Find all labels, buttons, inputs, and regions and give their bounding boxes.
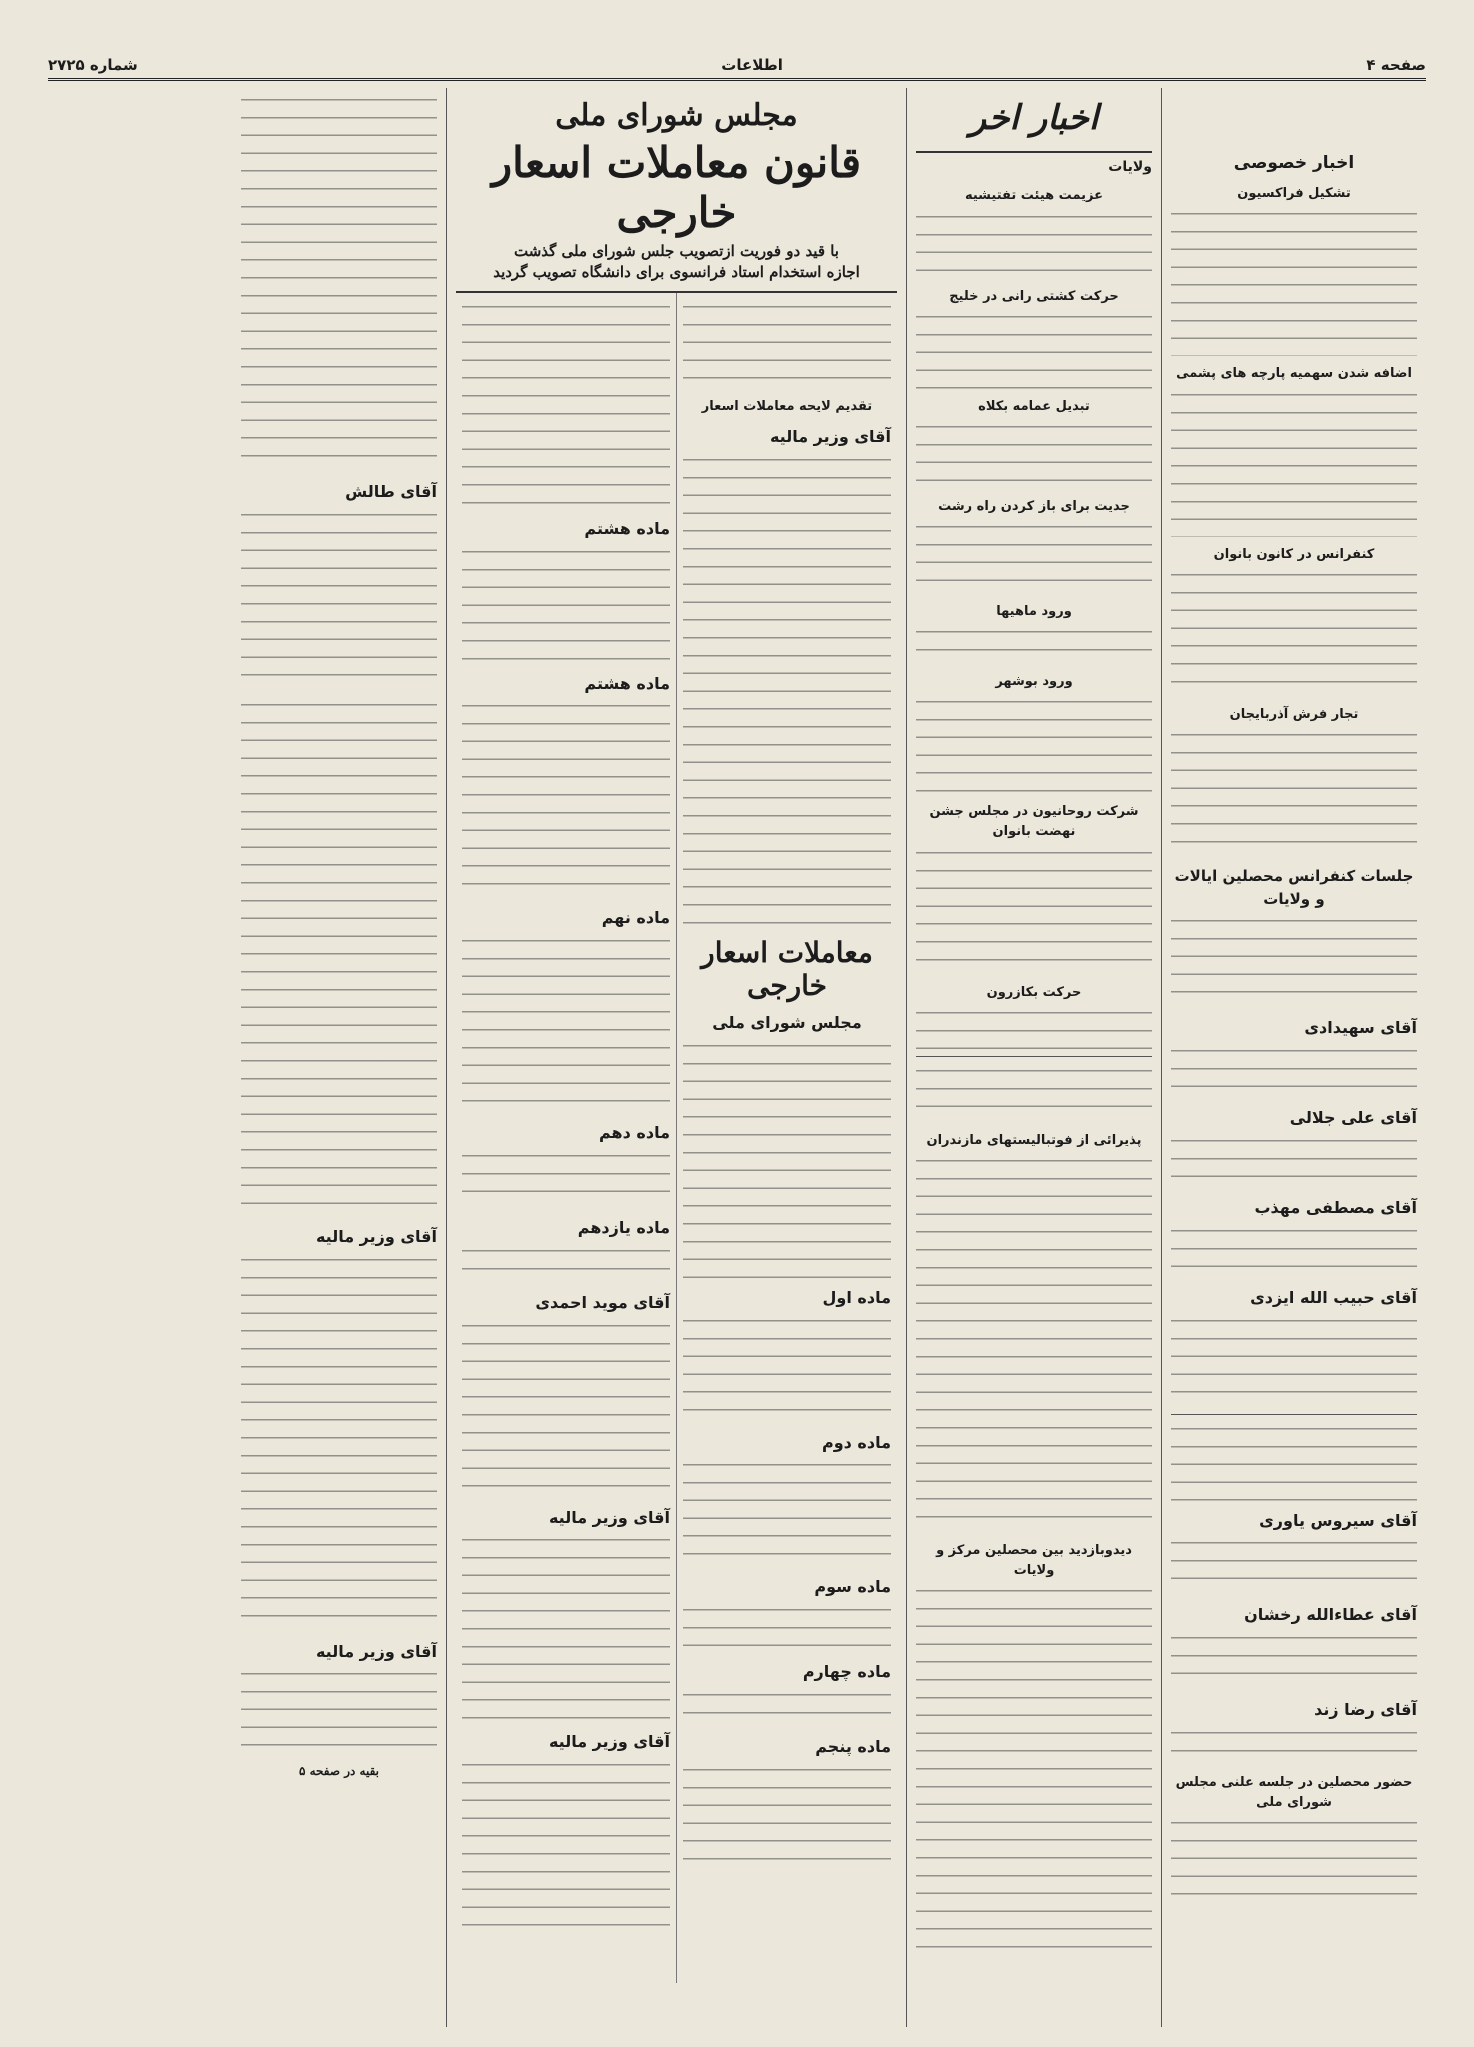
article-text xyxy=(462,933,670,1113)
article-text xyxy=(462,1532,670,1722)
main-story xyxy=(446,88,906,2027)
article-heading: ماده هشتم xyxy=(584,673,670,693)
article-text xyxy=(1171,1313,1417,1408)
article-text xyxy=(683,1038,891,1278)
article-text xyxy=(916,1583,1152,1963)
article-text xyxy=(1171,1043,1417,1098)
special-news-heading: اخبار خصوصی xyxy=(1233,153,1355,173)
news-heading: ورود بوشهر xyxy=(995,674,1073,690)
article-text xyxy=(1171,1133,1417,1188)
article-text xyxy=(1171,1421,1417,1501)
news-heading: دیدوبازدید بین محصلین مرکز و ولایات xyxy=(936,1542,1132,1578)
article-text xyxy=(1171,1725,1417,1765)
article-text xyxy=(683,1602,891,1652)
main-subline: اجازه استخدام استاد فرانسوی برای دانشگاه تصویب گردید xyxy=(493,262,860,281)
news-heading: آقای سیروس یاوری xyxy=(1259,1510,1417,1530)
continuation-note: بقیه در صفحه ۵ xyxy=(298,1764,380,1779)
news-heading: شرکت روحانیون در مجلس جشن نهضت بانوان xyxy=(929,804,1139,840)
law-subtitle: مجلس شورای ملی xyxy=(712,1012,862,1032)
article-text xyxy=(683,1313,891,1423)
article-heading: ماده پنجم xyxy=(815,1736,891,1756)
article-text xyxy=(1171,1223,1417,1278)
news-heading: آقای حبیب الله ایزدی xyxy=(1250,1287,1417,1307)
article-text xyxy=(462,1757,670,1937)
page-number: صفحه ۴ xyxy=(1366,56,1426,74)
divider xyxy=(1171,1414,1417,1415)
article-text xyxy=(916,845,1152,975)
main-body xyxy=(456,293,897,1983)
main-subline: با قید دو فوریت ازتصویب جلس شورای ملی گذشت xyxy=(514,241,839,260)
article-text xyxy=(1171,1630,1417,1690)
columns xyxy=(48,88,1426,2027)
law-title: معاملات اسعار خارجی xyxy=(701,935,873,1003)
news-heading: آقای عطاءالله رخشان xyxy=(1244,1605,1417,1625)
main-subcolumn xyxy=(456,293,677,1983)
left-column xyxy=(232,88,446,2027)
article-heading: ماده هشتم xyxy=(584,518,670,538)
news-heading: کنفرانس در کانون بانوان xyxy=(1213,546,1375,562)
article-text xyxy=(241,92,437,472)
news-heading: جلسات کنفرانس محصلین ایالات و ولایات xyxy=(1174,866,1414,909)
article-text xyxy=(462,1148,670,1208)
article-text xyxy=(916,309,1152,389)
article-text xyxy=(462,698,670,898)
article-heading: ماده نهم xyxy=(601,908,670,928)
news-heading: آقای مصطفی مهذب xyxy=(1254,1198,1417,1217)
article-text xyxy=(683,1457,891,1567)
article-heading: ماده یازدهم xyxy=(577,1217,670,1237)
news-heading: ورود ماهیها xyxy=(996,603,1072,619)
article-heading: ماده دوم xyxy=(821,1432,891,1452)
speaker-heading: آقای طالش xyxy=(345,482,437,501)
news-logo: اخبار اخر xyxy=(916,88,1152,153)
provinces-heading: ولایات xyxy=(1108,158,1152,175)
article-text xyxy=(1171,206,1417,356)
article-text xyxy=(683,452,891,932)
article-text xyxy=(916,419,1152,489)
main-subcolumn xyxy=(677,293,897,1983)
news-heading: آقای رضا زند xyxy=(1314,1700,1417,1720)
article-text xyxy=(683,299,891,389)
article-text xyxy=(1171,913,1417,1008)
news-heading: تبدیل عمامه بکلاه xyxy=(978,398,1090,414)
news-heading: پذیرائی از فوتبالیستهای مازندران xyxy=(926,1132,1142,1148)
news-heading: جدیت برای باز کردن راه رشت xyxy=(938,498,1130,514)
news-heading: آقای سهیدادی xyxy=(1304,1018,1417,1038)
article-text xyxy=(683,1687,891,1727)
article-text xyxy=(916,209,1152,279)
article-text xyxy=(916,1063,1152,1123)
speaker-heading: آقای وزیر مالیه xyxy=(315,1226,437,1246)
issue-number: شماره ۲۷۲۵ xyxy=(48,56,138,74)
article-heading: ماده چهارم xyxy=(802,1662,891,1682)
article-text xyxy=(462,1318,670,1498)
article-text xyxy=(916,1005,1152,1050)
article-text xyxy=(462,299,670,509)
article-text xyxy=(462,1243,670,1283)
news-heading: اضافه شدن سهمیه پارچه های پشمی xyxy=(1176,366,1412,382)
article-text xyxy=(916,694,1152,794)
speaker-heading: آقای وزیر مالیه xyxy=(548,1732,670,1752)
article-text xyxy=(916,1153,1152,1533)
special-news-column xyxy=(1161,88,1426,2027)
article-text xyxy=(916,519,1152,594)
news-heading: حرکت بکازرون xyxy=(986,984,1082,1000)
news-heading: آقای علی جلالی xyxy=(1289,1108,1417,1128)
article-text xyxy=(1171,387,1417,537)
article-text xyxy=(1171,727,1417,857)
news-heading: تشکیل فراکسیون xyxy=(1237,186,1351,202)
main-headline-band xyxy=(456,88,897,293)
news-heading: عزیمت هیئت تفتیشیه xyxy=(964,188,1104,204)
article-text xyxy=(241,1666,437,1756)
article-text xyxy=(1171,1815,1417,1905)
article-heading: ماده سوم xyxy=(814,1577,891,1597)
main-headline: قانون معاملات اسعار خارجی xyxy=(491,138,862,238)
newspaper-name: اطلاعات xyxy=(721,56,783,74)
speaker-heading: آقای وزیر مالیه xyxy=(315,1641,437,1661)
article-text xyxy=(1171,567,1417,697)
divider xyxy=(916,1056,1152,1057)
article-text xyxy=(1171,1535,1417,1595)
article-heading: ماده دهم xyxy=(599,1123,670,1143)
news-heading: حضور محصلین در جلسه علنی مجلس شورای ملی xyxy=(1175,1774,1413,1811)
news-heading: تجار فرش آذربایجان xyxy=(1229,706,1359,722)
speaker-heading: آقای وزیر مالیه xyxy=(548,1507,670,1527)
main-title: مجلس شورای ملی xyxy=(555,98,798,133)
section-heading: تقدیم لایحه معاملات اسعار xyxy=(701,398,873,414)
speaker-heading: آقای وزیر مالیه xyxy=(769,426,891,446)
speaker-heading: آقای موید احمدی xyxy=(535,1292,670,1312)
article-text xyxy=(241,697,437,1217)
article-text xyxy=(462,544,670,664)
news-heading: حرکت کشتی رانی در خلیج xyxy=(949,288,1119,304)
provinces-column xyxy=(906,88,1161,2027)
article-text xyxy=(241,1252,437,1632)
article-text xyxy=(683,1762,891,1862)
article-text xyxy=(241,507,437,687)
page-header xyxy=(48,52,1426,81)
article-heading: ماده اول xyxy=(822,1287,891,1307)
article-text xyxy=(916,624,1152,664)
